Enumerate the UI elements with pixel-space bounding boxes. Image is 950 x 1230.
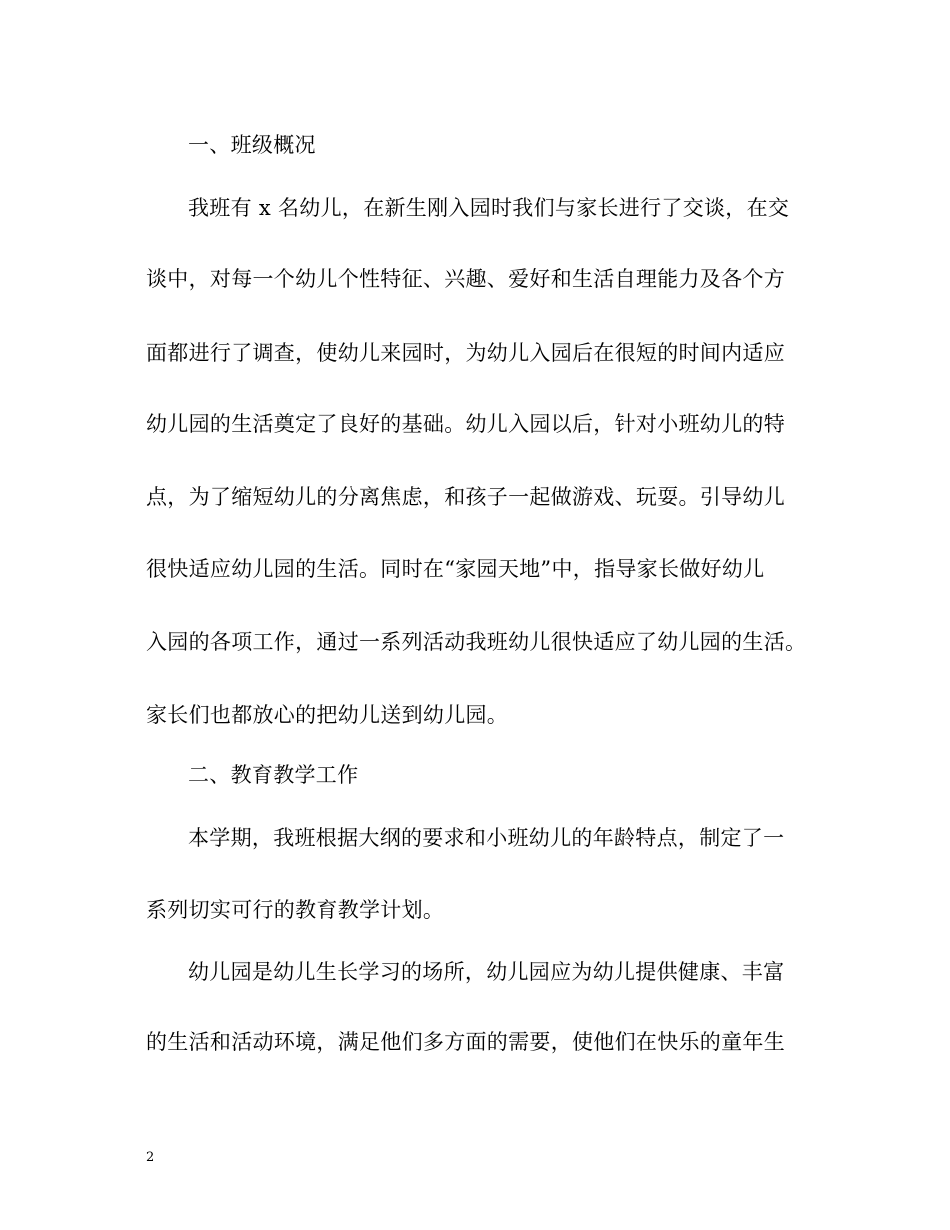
paragraph-line: 点，为了缩短幼儿的分离焦虑，和孩子一起做游戏、玩耍。引导幼儿: [146, 485, 785, 509]
paragraph-line: 面都进行了调查，使幼儿来园时，为幼儿入园后在很短的时间内适应: [146, 341, 785, 365]
paragraph-line: 幼儿园是幼儿生长学习的场所，幼儿园应为幼儿提供健康、丰富: [188, 960, 785, 984]
paragraph-line: 入园的各项工作，通过一系列活动我班幼儿很快适应了幼儿园的生活。: [146, 630, 807, 654]
section-heading-teaching-work: 二、教育教学工作: [188, 763, 359, 787]
paragraph-line: 很快适应幼儿园的生活。同时在“家园天地”中，指导家长做好幼儿: [146, 557, 765, 581]
paragraph-line: 幼儿园的生活奠定了良好的基础。幼儿入园以后，针对小班幼儿的特: [146, 412, 785, 436]
paragraph-line: 系列切实可行的教育教学计划。: [146, 898, 445, 922]
paragraph-line: 谈中，对每一个幼儿个性特征、兴趣、爱好和生活自理能力及各个方: [146, 267, 785, 291]
paragraph-line: 家长们也都放心的把幼儿送到幼儿园。: [146, 703, 509, 727]
paragraph-line: 的生活和活动环境，满足他们多方面的需要，使他们在快乐的童年生: [146, 1030, 785, 1054]
paragraph-line: 本学期，我班根据大纲的要求和小班幼儿的年龄特点，制定了一: [188, 826, 785, 850]
paragraph-line: 我班有 x 名幼儿，在新生刚入园时我们与家长进行了交谈，在交: [188, 196, 790, 220]
section-heading-class-overview: 一、班级概况: [188, 133, 316, 157]
page-number: 2: [146, 1150, 155, 1165]
